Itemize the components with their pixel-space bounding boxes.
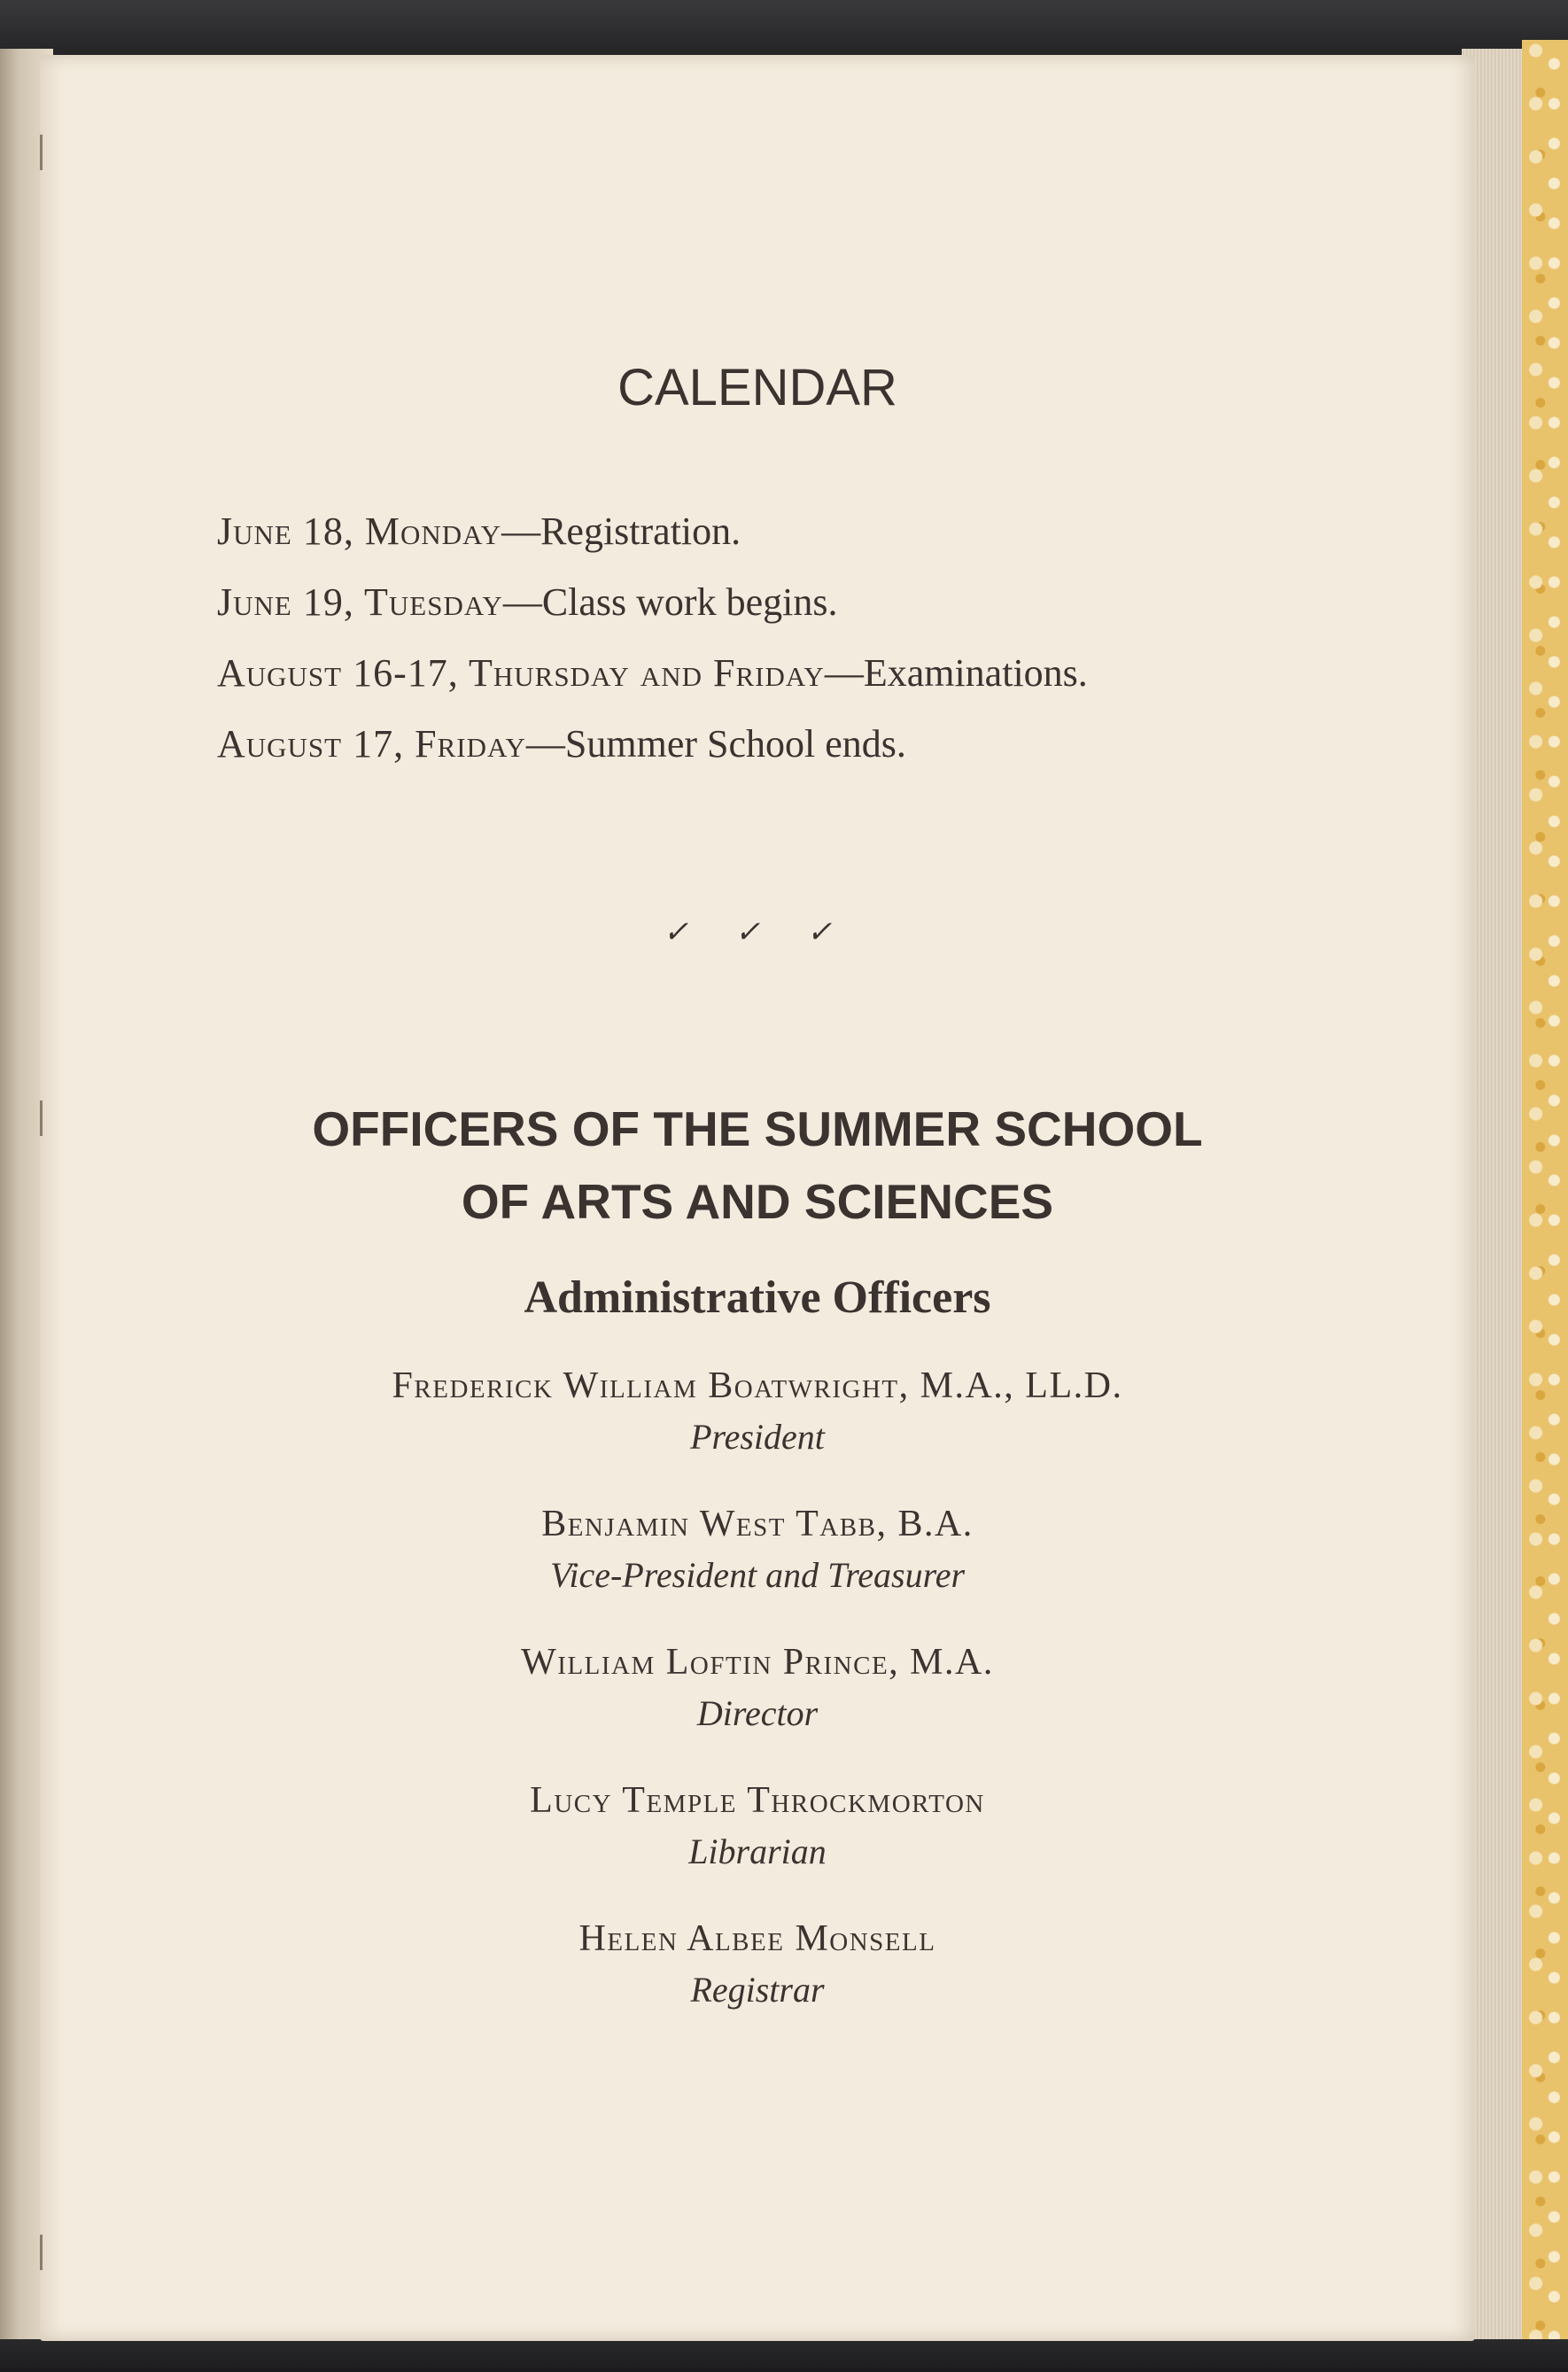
calendar-entry xyxy=(217,509,741,554)
officer-role: Registrar xyxy=(690,1970,825,2010)
calendar-entry-day: Monday xyxy=(364,509,502,553)
calendar-entry-day: Tuesday xyxy=(364,580,503,624)
officer-role: Director xyxy=(696,1693,819,1733)
officer-name: Helen Albee Monsell xyxy=(578,1918,936,1959)
calendar-entry xyxy=(217,721,906,766)
calendar-entry xyxy=(217,650,1088,696)
officer-role: Vice-President and Treasurer xyxy=(549,1555,966,1595)
officer-name: William Loftin Prince, M.A. xyxy=(521,1642,994,1683)
calendar-entry-date: June 19, xyxy=(217,580,365,624)
calendar-entry-day: Thursday and Friday xyxy=(468,651,825,695)
officers-title-line-1: OFFICERS OF THE SUMMER SCHOOL xyxy=(312,1101,1203,1156)
book-cover-bottom xyxy=(0,2339,1568,2372)
calendar-entry-date: August 17, xyxy=(217,722,415,766)
calendar-entry-text: —Class work begins. xyxy=(502,580,838,624)
book-page xyxy=(40,55,1475,2341)
officer-name: Lucy Temple Throckmorton xyxy=(530,1780,985,1821)
officer-role: Librarian xyxy=(688,1831,827,1871)
calendar-entry-text: —Examinations. xyxy=(824,651,1088,695)
administrative-officers-heading: Administrative Officers xyxy=(524,1272,991,1323)
calendar-entry-date: June 18, xyxy=(217,509,365,553)
calendar-entry-date: August 16-17, xyxy=(217,651,469,695)
calendar-title: CALENDAR xyxy=(617,359,897,416)
book-cover-top xyxy=(0,0,1568,62)
decorative-endpaper xyxy=(1522,40,1568,2344)
calendar-entry-text: —Summer School ends. xyxy=(525,722,906,766)
officers-title-line-2: OF ARTS AND SCIENCES xyxy=(461,1174,1054,1229)
calendar-entry xyxy=(217,579,837,625)
calendar-entry-day: Friday xyxy=(415,722,526,766)
officer-name: Benjamin West Tabb, B.A. xyxy=(541,1504,974,1544)
section-ornament: ✓ ✓ ✓ xyxy=(663,916,852,949)
officer-name: Frederick William Boatwright, M.A., LL.D. xyxy=(392,1365,1123,1406)
gutter-mark xyxy=(40,2235,43,2270)
officer-role: President xyxy=(690,1417,825,1457)
gutter-mark xyxy=(40,135,43,170)
calendar-entry-text: —Registration. xyxy=(501,509,741,553)
